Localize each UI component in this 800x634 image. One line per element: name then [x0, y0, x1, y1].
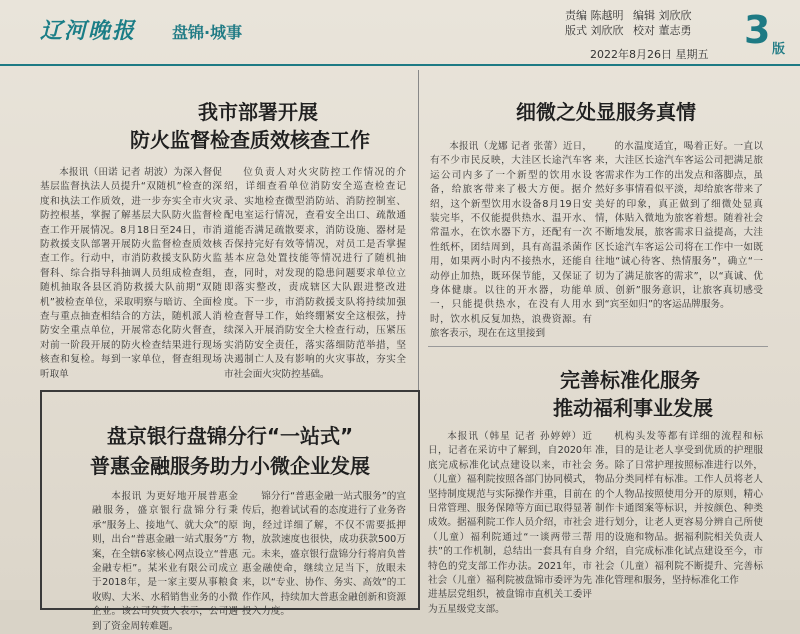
article-fire-text-2: 位负责人对火灾防控工作情况的介绍，详细查看单位消防安全巡查检查记录、实地检查微型消防站、消防控制室、配电室运行情况，查看安全出口、疏散通道能否满足疏散要求，消防设施、器材是否保持完好有效等情况，对员工是否掌握基本应急处置技能等情况进行了随机抽查，同时，对发现的隐患问题要求单位立即落实整改，责成辖区大队跟进整改进度。下一步，市消防救援支队将持续加强检查督导工作，始终绷紧安全这根弦，持续深入开展消防安全大检查行动，压紧压实消防安全责任，落实落细防范举措，坚决遏制亡人及有影响的火灾事故，夯实全市社会面火灾防控基础。 [224, 167, 406, 380]
article-service-text-2: 的水温度适宜，喝着正好。一直以来，大洼区长途汽车客运公司把满足旅客需求作为工作的出发点和落脚点，虽然好多事情看似平淡，却给旅客带来了美好的印象，真正做到了细微处显真情，体贴入微地为旅客着想。随着社会不断地发展，旅客需求日益提高，大洼区长途汽车客运公司将在工作中一如既往地“诚心待客、热情服务”，确立“一切为了满足旅客的需求”，以“真诚、优质、创新”服务意识，让旅客真切感受到“宾至如归”的客运品牌服务。 [595, 141, 763, 311]
issue-date: 2022年8月26日 星期五 [590, 48, 709, 61]
article-service-text-1: 本报讯（龙娜 记者 张蕾）近日，有不少市民反映，大洼区长途汽车客运公司内多了一个新型的饮用水设备，给旅客带来了极大方便。据介绍，这个新型饮用水设备8月19日安装完毕，不仅能提供热水、温开水、常温水，在饮水器下方，还配有一次性纸杯，团结周到，具有高温杀菌作用，如果两小时内不接热水，还能自动停止加热，既环保节能，又保证了身体健康。以往的开水器，功能单一，只能提供热水，在没有人用水时，饮水机反复加热，浪费资源。有旅客表示，现在在这里接到 [430, 141, 592, 340]
article-welfare-text-1: 本报讯（韩星 记者 孙婷婷）近日，记者在采访中了解到，自2020年底完成标准化试点建设以来，市社会（儿童）福利院按照各部门协同模式，坚持制度规范与实际操作并重，目前在日常管理、服务保障等方面已取得显著成效。据福利院工作人员介绍，市社会（儿童）福利院通过“一谈两带三帮扶”的工作机制，总结出一套具有自身特色的党支部工作办法。2021年，市社会（儿童）福利院被盘锦市委评为先进基层党组织，被盘锦市直机关工委评为五星级党支部。 [428, 431, 592, 615]
article-fire-title-line1: 我市部署开展 [198, 100, 318, 124]
newspaper-logo: 辽河晚报 [40, 18, 137, 44]
article-bank-title-line1: 盘京银行盘锦分行“一站式” [106, 424, 354, 448]
article-welfare-title-line2: 推动福利事业发展 [553, 396, 713, 420]
article-bank-title-line2: 普惠金融服务助力小微企业发展 [90, 454, 370, 478]
credit-proofreader: 校对 董志勇 [633, 24, 692, 37]
article-fire-body-col1 [40, 166, 222, 380]
page-suffix: 版 [772, 42, 786, 57]
masthead [0, 0, 800, 62]
article-service-title: 细微之处显服务真情 [516, 100, 696, 124]
article-service-body-col1 [430, 140, 592, 338]
credit-layout: 版式 刘欣欣 [565, 24, 624, 37]
article-service-body-col2 [595, 140, 763, 338]
article-fire-body-col2 [224, 166, 406, 380]
article-bank-text-2: 锦分行“普惠金融一站式服务”的宣传后，抱着试试看的态度进行了业务咨询，经过详细了解，不仅不需要抵押物，放款速度也很快，成功获款500万元。未来，盛京银行盘锦分行将肩负普惠金融使命，继续立足当下，放眼未来，以“专业、协作、务实、高效”的工作作风，持续加大普惠金融创新和资源投入力度。 [242, 491, 406, 618]
credit-editor: 编辑 刘欣欣 [633, 9, 692, 22]
article-fire-text-1: 本报讯（田诺 记者 胡波）为深入督促基层监督执法人员提升“双随机”检查的深度和执法工作质效，进一步夯实全市火灾防控根基，掌握了解基层大队防火监督检查工作开展情况。8月18日至24日，市消防救援支队部署开展防火监督检查质效核查工作。行动中，市消防救援支队防火监督科、综合指导科抽调人员组成检查组，随机抽取各县区消防救援大队前期“双随机”被检查单位，采取明察与暗访、全面检查与重点抽查相结合的方法，随机派人消防安全重点单位，开展常态化防火督查，对前一阶段开展的防火检查结果进行现场核查和复检。每到一家单位，督查组现场听取单 [40, 167, 222, 380]
article-welfare-body-col1 [428, 430, 592, 615]
page-number: 3 [744, 8, 771, 52]
section-divider [428, 346, 768, 347]
article-bank-text-1: 本报讯 为更好地开展普惠金融服务，盛京银行盘锦分行秉承“服务上、接地气、就大众”的原则，出台“普惠金融一站式服务”方案，在全辖6家核心网点设立“普惠金融专柜”。某米业有限公司成立于2018年，是一家主要从事粮食收购、大米、水稻销售业务的小微企业。该公司负责人表示，公司遇到了资金周转难题。 [92, 491, 238, 632]
article-welfare-body-col2 [595, 430, 763, 600]
credit-editor-in-charge: 责编 陈越明 [565, 9, 624, 22]
article-bank-body-col2 [242, 490, 406, 618]
article-welfare-title-line1: 完善标准化服务 [560, 368, 700, 392]
editor-credits [565, 8, 698, 38]
article-bank-body-col1 [92, 490, 238, 632]
column-divider [418, 70, 419, 390]
article-welfare-text-2: 机构头发等都有详细的流程和标准，目的是让老人享受到优质的护理服务。除了日常护理按照标准进行以外，物品分类同样有标准。工作人员将老人的个人物品按照使用分开的原则，精心制作卡通图案等标识，并按颜色、种类进行划分，让老人更容易分辨自己所使用的设施和物品。据福利院相关负责人介绍，自完成标准化试点建设至今，市社会（儿童）福利院不断提升、完善标准化管理和服务，坚持标准化工作 [595, 431, 763, 587]
article-fire-title-line2: 防火监督检查质效核查工作 [130, 128, 370, 152]
header-rule [0, 64, 800, 66]
section-name: 盘锦·城事 [172, 23, 243, 42]
